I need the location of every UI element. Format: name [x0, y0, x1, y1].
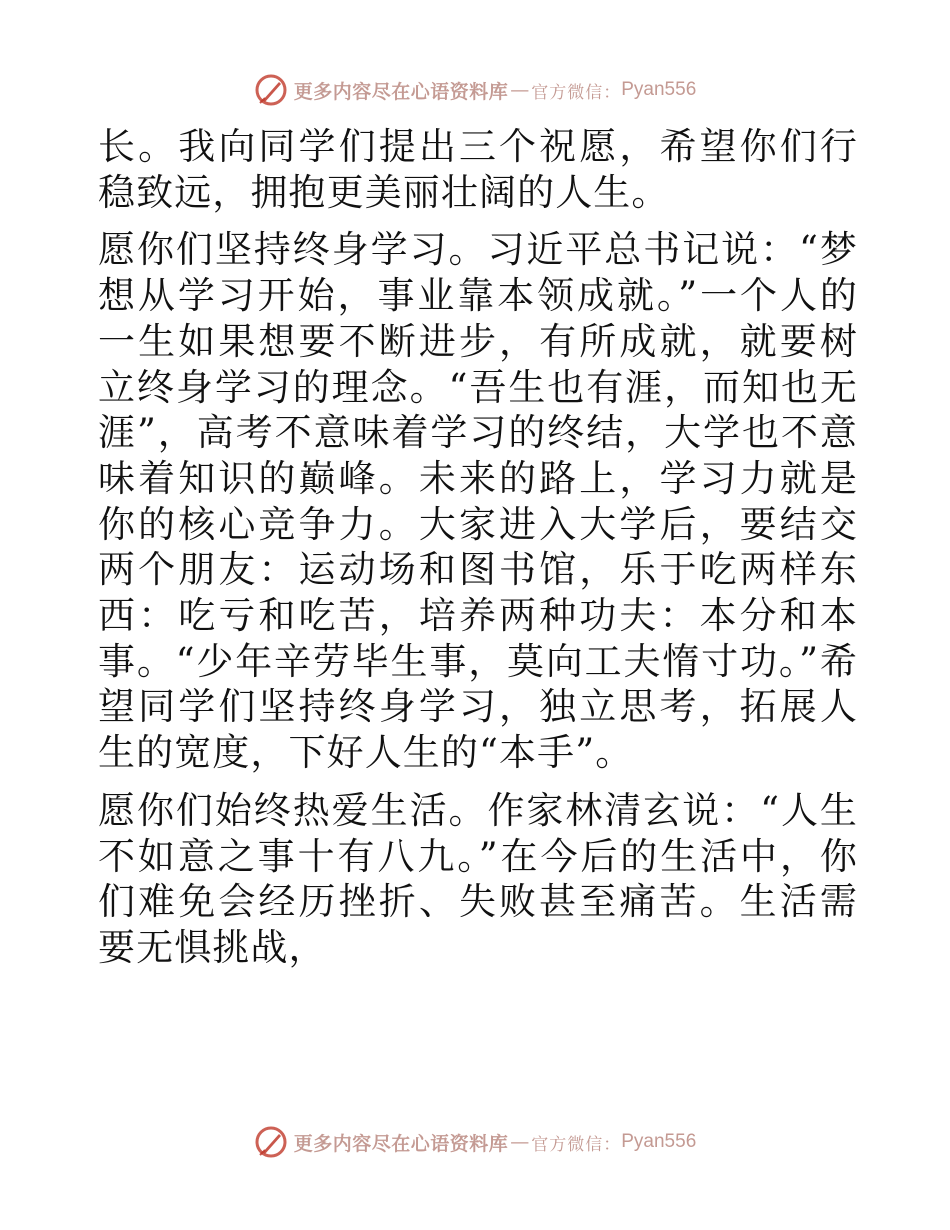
banner-wechat-id: Pyan556	[621, 79, 697, 100]
quill-logo-icon	[254, 1125, 288, 1159]
document-body	[98, 124, 858, 971]
banner-wechat-id: Pyan556	[621, 1131, 697, 1152]
banner-dash: —	[510, 1131, 530, 1153]
paragraph-1: 长。我向同学们提出三个祝愿，希望你们行稳致远，拥抱更美丽壮阔的人生。	[98, 125, 858, 214]
paragraph-2: 愿你们坚持终身学习。习近平总书记说：“梦想从学习开始，事业靠本领成就。”一个人的一生如果想要不断进步，有所成就，就要树立终身学习的理念。“吾生也有涯，而知也无涯”，高考不意味着学习的终结，大学也不意味着知识的巅峰。未来的路上，学习力就是你的核心竞争力。大家进入大学后，要结交两个朋友：运动场和图书馆，乐于吃两样东西：吃亏和吃苦，培养两种功夫：本分和本事。“少年辛劳毕生事，莫向工夫惰寸功。”希望同学们坚持终身学习，独立思考，拓展人生的宽度，下好人生的“本手”。	[98, 228, 858, 775]
banner-dash: —	[510, 79, 530, 101]
paragraph-3: 愿你们始终热爱生活。作家林清玄说：“人生不如意之事十有八九。”在今后的生活中，你们难免会经历挫折、失败甚至痛苦。生活需要无惧挑战，	[98, 788, 858, 969]
header-watermark-banner	[0, 70, 950, 110]
banner-main-text: 更多内容尽在心语资料库	[293, 80, 509, 103]
banner-main-text: 更多内容尽在心语资料库	[293, 1132, 509, 1155]
footer-watermark-banner	[0, 1122, 950, 1162]
banner-wechat-label: 官方微信：	[531, 82, 622, 103]
quill-logo-icon	[254, 73, 288, 107]
banner-wechat-label: 官方微信：	[531, 1134, 622, 1155]
